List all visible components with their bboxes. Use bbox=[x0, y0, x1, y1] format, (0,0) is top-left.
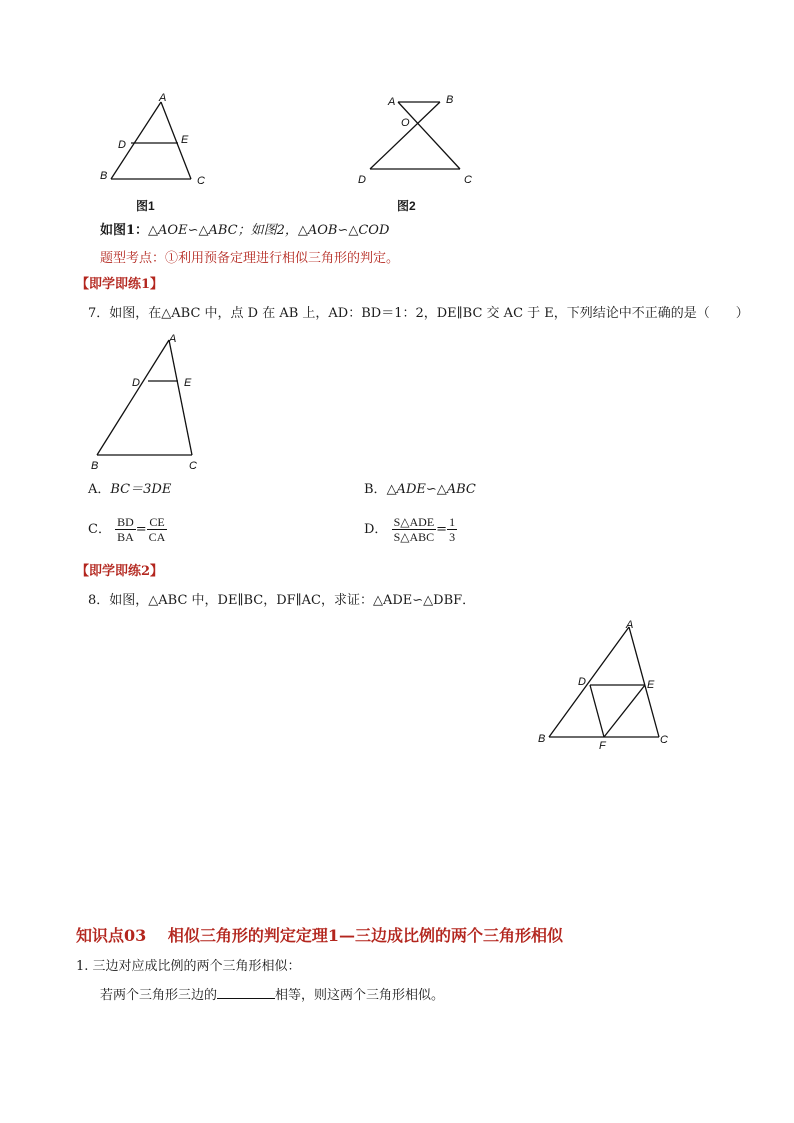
figure-1 bbox=[95, 90, 225, 190]
q7-label-E: E bbox=[184, 377, 192, 389]
item-1-sub bbox=[100, 986, 444, 1005]
fill-in-blank bbox=[217, 986, 275, 999]
topic-point: 题型考点：①利用预备定理进行相似三角形的判定。 bbox=[100, 251, 400, 266]
option-c-fraction-1: $\frac{BD}{BA}$ bbox=[117, 515, 134, 544]
question-7: 7．如图，在△ABC 中，点 D 在 AB 上，AD：BD＝1：2，DE∥BC 交 AC 于 E，下列结论中不正确的是（ ） bbox=[88, 306, 749, 321]
option-c-fraction-2: $\frac{CE}{CA}$ bbox=[148, 515, 166, 544]
question-8: 8．如图，△ABC 中，DE∥BC，DF∥AC，求证：△ADE∽△DBF． bbox=[88, 593, 476, 608]
figure-note-line bbox=[100, 222, 389, 240]
q7-label-C: C bbox=[189, 460, 197, 472]
section-title: 知识点03 相似三角形的判定定理1—三边成比例的两个三角形相似 bbox=[76, 926, 563, 945]
option-a-letter: A． bbox=[88, 482, 111, 497]
fig2-label-A: A bbox=[388, 96, 396, 108]
option-b bbox=[364, 481, 476, 499]
option-a-text: BC＝3DE bbox=[110, 482, 172, 497]
q8-figure bbox=[533, 615, 683, 755]
option-a bbox=[88, 481, 171, 499]
fig1-label-D: D bbox=[118, 139, 126, 151]
figure-note-text: △AOE∽△ABC；如图2，△AOB∽△COD bbox=[148, 223, 390, 238]
fig1-label-C: C bbox=[197, 175, 205, 187]
option-b-text: △ADE∽△ABC bbox=[386, 482, 476, 497]
q8-label-B: B bbox=[538, 733, 546, 745]
fig2-label-D: D bbox=[358, 174, 366, 186]
fig1-label-E: E bbox=[181, 134, 189, 146]
q8-label-E: E bbox=[647, 679, 655, 691]
q8-label-A: A bbox=[626, 619, 634, 631]
q7-label-B: B bbox=[91, 460, 99, 472]
q7-label-D: D bbox=[132, 377, 140, 389]
figure-note-prefix: 如图1： bbox=[100, 223, 149, 238]
fig1-label-A: A bbox=[159, 92, 167, 104]
fig2-label-C: C bbox=[464, 174, 472, 186]
option-d-letter: D． bbox=[364, 522, 388, 537]
option-c: C． $\frac{BD}{BA}$ = $\frac{CE}{CA}$ bbox=[88, 515, 166, 544]
q7-label-A: A bbox=[169, 333, 177, 345]
fig2-label-B: B bbox=[446, 94, 454, 106]
item-1-sub-after: 相等，则这两个三角形相似。 bbox=[275, 988, 445, 1003]
item-1-sub-before: 若两个三角形三边的 bbox=[100, 988, 218, 1003]
fig2-caption: 图2 bbox=[397, 199, 416, 213]
item-1: 1. 三边对应成比例的两个三角形相似： bbox=[76, 959, 301, 974]
fig1-caption: 图1 bbox=[136, 199, 155, 213]
fig2-label-O: O bbox=[401, 117, 410, 129]
fig1-label-B: B bbox=[100, 170, 108, 182]
option-c-letter: C． bbox=[88, 522, 111, 537]
practice-2-heading: 【即学即练2】 bbox=[76, 564, 164, 579]
q8-label-C: C bbox=[660, 734, 668, 746]
q7-figure bbox=[85, 328, 220, 473]
option-d: D． $\frac{\text{S△ADE}}{\text{S△ABC}}$ = $\frac{1}{3}$ bbox=[364, 515, 456, 544]
option-d-fraction-2: $\frac{1}{3}$ bbox=[449, 515, 456, 544]
practice-1-heading: 【即学即练1】 bbox=[76, 277, 164, 292]
q8-label-D: D bbox=[578, 676, 586, 688]
q8-label-F: F bbox=[599, 740, 606, 752]
option-b-letter: B． bbox=[364, 482, 387, 497]
figure-2 bbox=[352, 90, 482, 190]
option-d-fraction-1: $\frac{\text{S△ADE}}{\text{S△ABC}}$ bbox=[393, 515, 435, 544]
